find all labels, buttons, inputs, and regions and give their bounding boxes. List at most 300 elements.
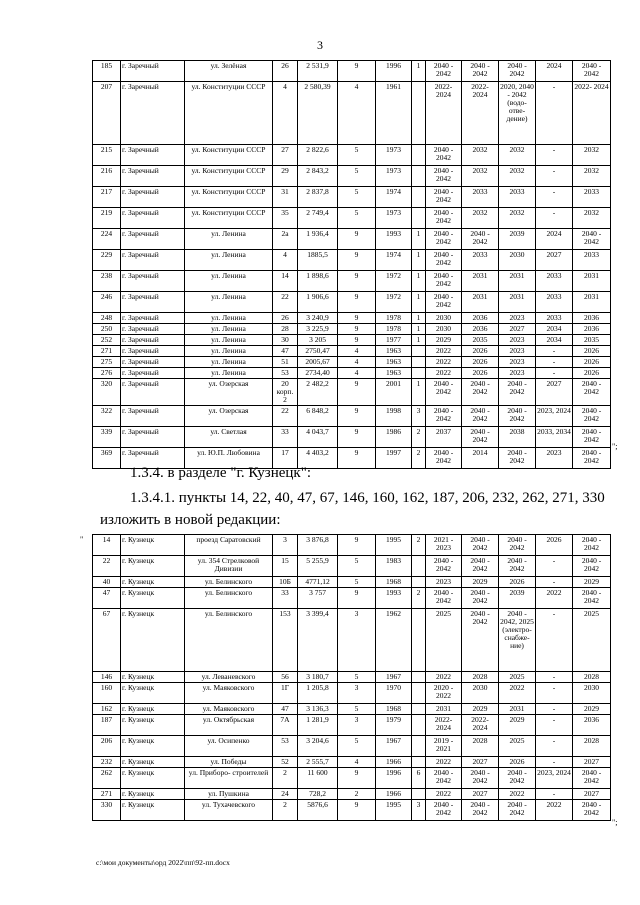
cell-house: 4 (273, 82, 298, 145)
cell-y5: 2032 (573, 166, 611, 187)
cell-y4: 2023, 2024 (536, 768, 573, 789)
cell-city: г. Кузнецк (121, 715, 185, 736)
cell-area: 5 255,9 (298, 556, 338, 577)
cell-city: г. Кузнецк (121, 683, 185, 704)
cell-y1: 2019 - 2021 (426, 736, 462, 757)
cell-y5: 2040 - 2042 (573, 379, 611, 406)
cell-y2: 2033 (462, 250, 499, 271)
cell-y2: 2026 (462, 357, 499, 368)
cell-floors: 4 (338, 357, 376, 368)
cell-house: 20 корп. 2 (273, 379, 298, 406)
cell-floors: 9 (338, 448, 376, 469)
cell-year: 1996 (376, 61, 412, 82)
cell-y3: 2040 - 2042 (499, 379, 536, 406)
cell-y5: 2026 (573, 346, 611, 357)
cell-y5: 2029 (573, 577, 611, 588)
cell-y4: 2034 (536, 324, 573, 335)
cell-y1: 2022 (426, 672, 462, 683)
cell-y4: - (536, 577, 573, 588)
cell-y2: 2031 (462, 292, 499, 313)
cell-num: 262 (93, 768, 121, 789)
cell-y5: 2028 (573, 672, 611, 683)
cell-area: 3 204,6 (298, 736, 338, 757)
cell-y2: 2026 (462, 346, 499, 357)
cell-house: 33 (273, 588, 298, 609)
cell-year: 1997 (376, 448, 412, 469)
cell-floors: 9 (338, 535, 376, 556)
cell-y4: 2027 (536, 379, 573, 406)
cell-city: г. Заречный (121, 271, 185, 292)
table-row (93, 588, 611, 609)
cell-house: 27 (273, 145, 298, 166)
cell-y2: 2014 (462, 448, 499, 469)
cell-y1: 2025 (426, 609, 462, 672)
cell-year: 1998 (376, 406, 412, 427)
cell-count (412, 672, 426, 683)
cell-floors: 4 (338, 82, 376, 145)
cell-y3: 2040 - 2042 (499, 406, 536, 427)
cell-street: ул. Приборо- строителей (185, 768, 273, 789)
cell-y5: 2040 - 2042 (573, 229, 611, 250)
cell-city: г. Кузнецк (121, 736, 185, 757)
cell-y5: 2031 (573, 292, 611, 313)
cell-city: г. Кузнецк (121, 556, 185, 577)
cell-y2: 2033 (462, 187, 499, 208)
cell-y2: 2040 - 2042 (462, 61, 499, 82)
cell-y4: 2033 (536, 271, 573, 292)
cell-y2: 2040 - 2042 (462, 556, 499, 577)
cell-floors: 9 (338, 250, 376, 271)
cell-house: 47 (273, 704, 298, 715)
cell-num: 40 (93, 577, 121, 588)
cell-y2: 2029 (462, 704, 499, 715)
cell-floors: 5 (338, 704, 376, 715)
cell-house: 3 (273, 535, 298, 556)
cell-street: ул. Пушкина (185, 789, 273, 800)
cell-y4: - (536, 145, 573, 166)
cell-y3: 2038 (499, 427, 536, 448)
cell-count: 1 (412, 324, 426, 335)
cell-y5: 2022- 2024 (573, 82, 611, 145)
cell-area: 2750,47 (298, 346, 338, 357)
cell-y5: 2031 (573, 271, 611, 292)
cell-y2: 2032 (462, 208, 499, 229)
cell-city: г. Кузнецк (121, 588, 185, 609)
cell-y1: 2030 (426, 313, 462, 324)
cell-street: ул. Осипенко (185, 736, 273, 757)
cell-street: ул. Ленина (185, 271, 273, 292)
cell-y5: 2040 - 2042 (573, 448, 611, 469)
cell-y2: 2032 (462, 145, 499, 166)
cell-house: 26 (273, 313, 298, 324)
cell-floors: 5 (338, 145, 376, 166)
registry-table-kuznetsk (92, 534, 611, 821)
cell-area: 3 399,4 (298, 609, 338, 672)
cell-house: 22 (273, 292, 298, 313)
cell-floors: 9 (338, 229, 376, 250)
table-row (93, 166, 611, 187)
cell-street: ул. Ленина (185, 368, 273, 379)
cell-count: 3 (412, 800, 426, 821)
cell-y2: 2040 - 2042 (462, 609, 499, 672)
cell-count (412, 789, 426, 800)
cell-area: 2734,40 (298, 368, 338, 379)
cell-y4: - (536, 346, 573, 357)
cell-house: 29 (273, 166, 298, 187)
cell-floors: 5 (338, 208, 376, 229)
cell-num: 162 (93, 704, 121, 715)
cell-y1: 2037 (426, 427, 462, 448)
cell-street: ул. Озерская (185, 379, 273, 406)
cell-year: 1966 (376, 789, 412, 800)
cell-y2: 2036 (462, 324, 499, 335)
cell-y4: 2022 (536, 588, 573, 609)
cell-city: г. Заречный (121, 406, 185, 427)
cell-street: ул. Конституции СССР (185, 82, 273, 145)
cell-floors: 9 (338, 271, 376, 292)
table-row (93, 271, 611, 292)
cell-year: 1967 (376, 736, 412, 757)
cell-floors: 9 (338, 768, 376, 789)
cell-city: г. Заречный (121, 229, 185, 250)
cell-y2: 2040 - 2042 (462, 588, 499, 609)
cell-num: 206 (93, 736, 121, 757)
cell-count (412, 577, 426, 588)
cell-y5: 2040 - 2042 (573, 61, 611, 82)
cell-area: 1 936,4 (298, 229, 338, 250)
cell-area: 1 205,8 (298, 683, 338, 704)
cell-y4: 2026 (536, 535, 573, 556)
cell-street: ул. Белинского (185, 588, 273, 609)
cell-y2: 2026 (462, 368, 499, 379)
cell-y2: 2022- 2024 (462, 82, 499, 145)
cell-floors: 5 (338, 577, 376, 588)
cell-num: 369 (93, 448, 121, 469)
cell-num: 276 (93, 368, 121, 379)
cell-num: 224 (93, 229, 121, 250)
cell-y4: - (536, 736, 573, 757)
cell-city: г. Заречный (121, 61, 185, 82)
page-number: 3 (317, 38, 323, 52)
cell-y4: - (536, 789, 573, 800)
cell-street: ул. Белинского (185, 609, 273, 672)
cell-street: ул. Белинского (185, 577, 273, 588)
cell-area: 2 580,39 (298, 82, 338, 145)
cell-y3: 2025 (499, 736, 536, 757)
cell-floors: 4 (338, 757, 376, 768)
cell-street: ул. Конституции СССР (185, 166, 273, 187)
cell-count: 1 (412, 250, 426, 271)
cell-count (412, 82, 426, 145)
cell-num: 67 (93, 609, 121, 672)
cell-y1: 2040 - 2042 (426, 379, 462, 406)
cell-y1: 2040 - 2042 (426, 800, 462, 821)
cell-y2: 2031 (462, 271, 499, 292)
cell-street: ул. Ленина (185, 357, 273, 368)
cell-year: 1962 (376, 609, 412, 672)
cell-count: 1 (412, 313, 426, 324)
cell-y3: 2040 - 2042 (499, 800, 536, 821)
cell-y2: 2040 - 2042 (462, 768, 499, 789)
table-row (93, 208, 611, 229)
cell-y4: 2023 (536, 448, 573, 469)
cell-year: 1995 (376, 800, 412, 821)
cell-year: 2001 (376, 379, 412, 406)
cell-y3: 2025 (499, 672, 536, 683)
cell-street: ул. Октябрьская (185, 715, 273, 736)
cell-y1: 2022- 2024 (426, 82, 462, 145)
cell-y5: 2026 (573, 368, 611, 379)
cell-y1: 2040 - 2042 (426, 61, 462, 82)
cell-city: г. Заречный (121, 187, 185, 208)
table2-end-mark: "; (612, 818, 618, 827)
cell-y3: 2039 (499, 229, 536, 250)
cell-y5: 2030 (573, 683, 611, 704)
cell-street: ул. Маяковского (185, 704, 273, 715)
cell-num: 217 (93, 187, 121, 208)
section-heading: 1.3.4. в разделе "г. Кузнецк": (130, 465, 312, 481)
cell-y2: 2040 - 2042 (462, 427, 499, 448)
cell-house: 2 (273, 800, 298, 821)
table-row (93, 609, 611, 672)
cell-y1: 2040 - 2042 (426, 166, 462, 187)
cell-area: 3 240,9 (298, 313, 338, 324)
cell-house: 15 (273, 556, 298, 577)
cell-num: 339 (93, 427, 121, 448)
cell-floors: 2 (338, 789, 376, 800)
cell-y1: 2022- 2024 (426, 715, 462, 736)
table-row (93, 757, 611, 768)
cell-y4: 2024 (536, 229, 573, 250)
cell-y2: 2035 (462, 335, 499, 346)
cell-y2: 2040 - 2042 (462, 800, 499, 821)
cell-y5: 2036 (573, 715, 611, 736)
cell-city: г. Кузнецк (121, 535, 185, 556)
cell-floors: 9 (338, 61, 376, 82)
cell-y5: 2025 (573, 609, 611, 672)
cell-y1: 2040 - 2042 (426, 588, 462, 609)
cell-num: 322 (93, 406, 121, 427)
cell-area: 2 482,2 (298, 379, 338, 406)
cell-y3: 2032 (499, 166, 536, 187)
cell-y4: - (536, 368, 573, 379)
table-row (93, 368, 611, 379)
cell-area: 2 531,9 (298, 61, 338, 82)
cell-area: 3 205 (298, 335, 338, 346)
cell-count (412, 208, 426, 229)
table1-end-mark: "; (612, 442, 618, 451)
cell-y3: 2026 (499, 757, 536, 768)
table-row (93, 736, 611, 757)
cell-y1: 2020 - 2022 (426, 683, 462, 704)
cell-count (412, 346, 426, 357)
cell-street: ул. Ленина (185, 292, 273, 313)
cell-count: 1 (412, 335, 426, 346)
cell-house: 7А (273, 715, 298, 736)
cell-y1: 2040 - 2042 (426, 229, 462, 250)
cell-year: 1993 (376, 229, 412, 250)
cell-y4: - (536, 82, 573, 145)
cell-city: г. Кузнецк (121, 704, 185, 715)
cell-y5: 2040 - 2042 (573, 588, 611, 609)
cell-floors: 5 (338, 166, 376, 187)
cell-city: г. Заречный (121, 379, 185, 406)
table-row (93, 145, 611, 166)
cell-num: 246 (93, 292, 121, 313)
cell-y4: - (536, 208, 573, 229)
cell-y5: 2040 - 2042 (573, 556, 611, 577)
cell-house: 53 (273, 368, 298, 379)
cell-y3: 2027 (499, 324, 536, 335)
cell-y4: 2033 (536, 313, 573, 324)
cell-floors: 4 (338, 368, 376, 379)
table-row (93, 335, 611, 346)
cell-floors: 5 (338, 556, 376, 577)
cell-y3: 2031 (499, 292, 536, 313)
cell-y5: 2040 - 2042 (573, 406, 611, 427)
cell-area: 3 757 (298, 588, 338, 609)
cell-count: 3 (412, 406, 426, 427)
table-row (93, 556, 611, 577)
cell-house: 153 (273, 609, 298, 672)
cell-year: 1967 (376, 672, 412, 683)
cell-house: 26 (273, 61, 298, 82)
cell-count: 6 (412, 768, 426, 789)
cell-house: 17 (273, 448, 298, 469)
cell-y4: - (536, 672, 573, 683)
cell-y3: 2040 - 2042 (499, 448, 536, 469)
cell-y3: 2031 (499, 271, 536, 292)
cell-num: 330 (93, 800, 121, 821)
table-row (93, 379, 611, 406)
cell-num: 47 (93, 588, 121, 609)
cell-city: г. Кузнецк (121, 789, 185, 800)
cell-num: 215 (93, 145, 121, 166)
cell-y3: 2023 (499, 368, 536, 379)
cell-city: г. Кузнецк (121, 609, 185, 672)
cell-y1: 2031 (426, 704, 462, 715)
cell-y1: 2040 - 2042 (426, 208, 462, 229)
cell-floors: 5 (338, 736, 376, 757)
cell-city: г. Кузнецк (121, 672, 185, 683)
cell-y5: 2040 - 2042 (573, 800, 611, 821)
cell-y5: 2035 (573, 335, 611, 346)
cell-house: 53 (273, 736, 298, 757)
cell-year: 1972 (376, 271, 412, 292)
table-row (93, 789, 611, 800)
cell-y4: - (536, 357, 573, 368)
registry-table-zarechny (92, 60, 611, 469)
cell-y4: 2033 (536, 292, 573, 313)
cell-street: ул. Ленина (185, 324, 273, 335)
cell-year: 1973 (376, 145, 412, 166)
cell-year: 1995 (376, 535, 412, 556)
cell-city: г. Заречный (121, 324, 185, 335)
cell-y4: - (536, 556, 573, 577)
cell-y5: 2040 - 2042 (573, 427, 611, 448)
cell-street: ул. Тухачевского (185, 800, 273, 821)
cell-area: 5876,6 (298, 800, 338, 821)
cell-area: 1 281,9 (298, 715, 338, 736)
table2-start-mark: " (80, 535, 84, 544)
cell-area: 11 600 (298, 768, 338, 789)
cell-y3: 2023 (499, 313, 536, 324)
cell-y3: 2020, 2040 - 2042 (водо- отве- дение) (499, 82, 536, 145)
cell-y4: - (536, 704, 573, 715)
cell-y3: 2040 - 2042 (499, 556, 536, 577)
cell-y1: 2022 (426, 357, 462, 368)
cell-street: ул. Маяковского (185, 683, 273, 704)
table-row (93, 672, 611, 683)
cell-street: ул. Ю.П. Любовина (185, 448, 273, 469)
cell-num: 185 (93, 61, 121, 82)
cell-y1: 2022 (426, 757, 462, 768)
table-row (93, 61, 611, 82)
cell-count: 2 (412, 427, 426, 448)
cell-count: 1 (412, 229, 426, 250)
cell-num: 229 (93, 250, 121, 271)
cell-area: 4 043,7 (298, 427, 338, 448)
cell-num: 271 (93, 789, 121, 800)
cell-area: 3 876,8 (298, 535, 338, 556)
cell-count: 1 (412, 271, 426, 292)
cell-count (412, 704, 426, 715)
cell-floors: 5 (338, 672, 376, 683)
table-row (93, 324, 611, 335)
cell-y3: 2023 (499, 357, 536, 368)
cell-y3: 2029 (499, 715, 536, 736)
cell-floors: 9 (338, 292, 376, 313)
cell-year: 1972 (376, 292, 412, 313)
cell-year: 1973 (376, 166, 412, 187)
cell-y1: 2040 - 2042 (426, 145, 462, 166)
cell-y5: 2026 (573, 357, 611, 368)
cell-year: 1986 (376, 427, 412, 448)
cell-y2: 2028 (462, 672, 499, 683)
cell-house: 4 (273, 250, 298, 271)
cell-y3: 2022 (499, 683, 536, 704)
cell-city: г. Заречный (121, 346, 185, 357)
cell-y2: 2027 (462, 789, 499, 800)
cell-floors: 4 (338, 346, 376, 357)
cell-city: г. Кузнецк (121, 757, 185, 768)
cell-num: 216 (93, 166, 121, 187)
cell-year: 1974 (376, 250, 412, 271)
cell-area: 3 225,9 (298, 324, 338, 335)
table-row (93, 715, 611, 736)
cell-y1: 2040 - 2042 (426, 271, 462, 292)
cell-y5: 2040 - 2042 (573, 768, 611, 789)
cell-city: г. Заречный (121, 427, 185, 448)
section-paragraph-line1: 1.3.4.1. пункты 14, 22, 40, 47, 67, 146, 160, 162, 187, 206, 232, 262, 271, 330 (130, 490, 605, 506)
cell-street: ул. Ленина (185, 346, 273, 357)
table-row (93, 250, 611, 271)
cell-floors: 9 (338, 427, 376, 448)
cell-floors: 9 (338, 335, 376, 346)
cell-house: 35 (273, 208, 298, 229)
cell-y3: 2023 (499, 346, 536, 357)
cell-floors: 9 (338, 379, 376, 406)
cell-city: г. Заречный (121, 313, 185, 324)
cell-count: 2 (412, 588, 426, 609)
cell-y3: 2030 (499, 250, 536, 271)
cell-floors: 5 (338, 187, 376, 208)
cell-count (412, 757, 426, 768)
cell-city: г. Заречный (121, 368, 185, 379)
cell-street: ул. Конституции СССР (185, 145, 273, 166)
cell-y2: 2028 (462, 736, 499, 757)
cell-house: 2а (273, 229, 298, 250)
